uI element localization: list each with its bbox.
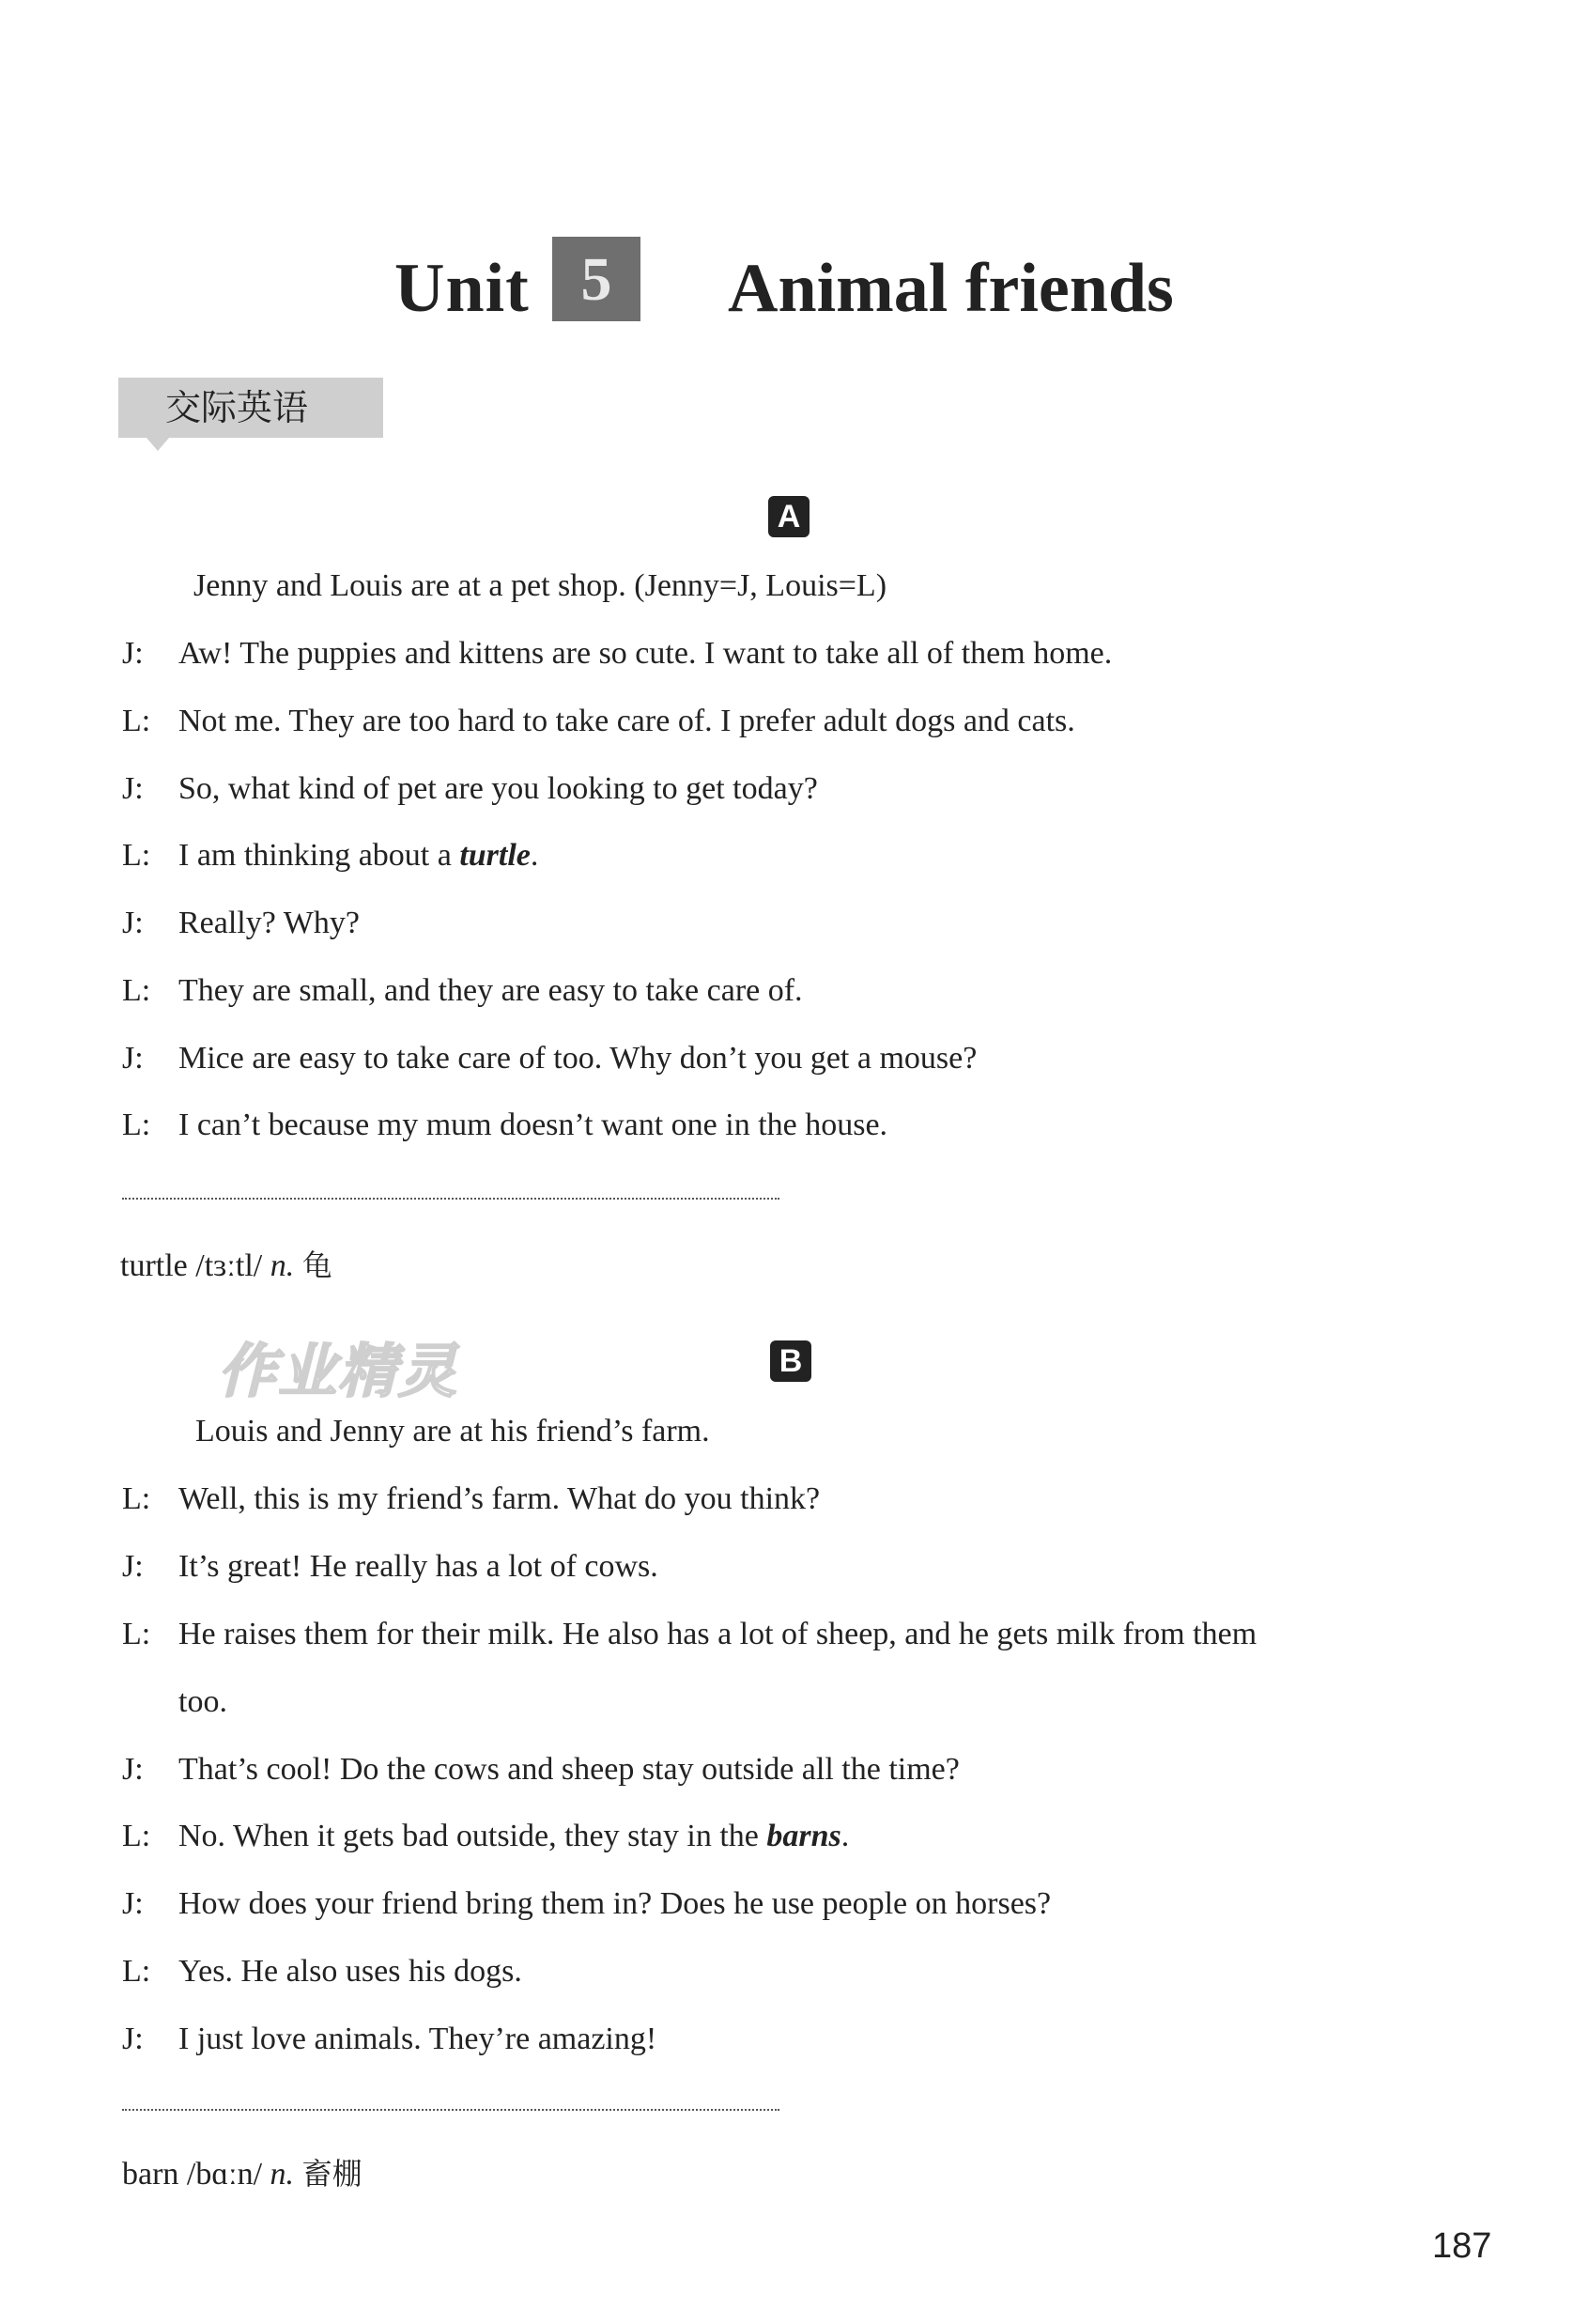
- page-number: 187: [1432, 2226, 1492, 2266]
- line-text: They are small, and they are easy to take care of.: [178, 973, 803, 1008]
- section-badge: 交际英语: [118, 378, 383, 438]
- line-text: Aw! The puppies and kittens are so cute. I want to take all of them home.: [178, 636, 1113, 671]
- unit-name: Animal friends: [728, 250, 1174, 327]
- line-text: He raises them for their milk. He also has a lot of sheep, and he gets milk from them: [178, 1617, 1257, 1651]
- line-text: Not me. They are too hard to take care of. I prefer adult dogs and cats.: [178, 704, 1075, 738]
- speaker: J:: [122, 1886, 144, 1921]
- part-b-label: B: [770, 1340, 811, 1382]
- dialogue-line: [122, 1480, 820, 1518]
- speaker: L:: [122, 838, 151, 873]
- speaker: J:: [122, 771, 144, 806]
- gloss-meaning: 龟: [301, 1247, 332, 1283]
- line-text: .: [530, 838, 539, 873]
- speaker: L:: [122, 1108, 151, 1142]
- dialogue-line: [122, 1107, 887, 1144]
- dialogue-line: [122, 635, 1112, 673]
- speaker: L:: [122, 1481, 151, 1516]
- footnote-divider: [122, 1198, 779, 1200]
- dialogue-line: [122, 905, 360, 942]
- dialogue-line: [122, 1040, 977, 1077]
- gloss-word: barn: [122, 2157, 179, 2192]
- dialogue-line: [122, 972, 803, 1010]
- unit-title: Unit: [394, 250, 530, 327]
- gloss-phonetic: /bɑːn/: [186, 2157, 263, 2192]
- dialogue-line: [122, 1953, 522, 1991]
- gloss-word: turtle: [120, 1248, 188, 1283]
- keyword: turtle: [459, 838, 531, 873]
- footnote-divider: [122, 2109, 779, 2111]
- speaker: L:: [122, 973, 151, 1008]
- speaker: L:: [122, 1954, 151, 1989]
- part-a-label: A: [768, 496, 810, 537]
- part-a-intro: Jenny and Louis are at a pet shop. (Jenny=J, Louis=L): [193, 568, 887, 603]
- line-text: Yes. He also uses his dogs.: [178, 1954, 522, 1989]
- gloss-pos: n.: [270, 2157, 295, 2192]
- line-text: I can’t because my mum doesn’t want one in the house.: [178, 1108, 888, 1142]
- speaker: J:: [122, 1752, 144, 1787]
- speaker: J:: [122, 1041, 144, 1076]
- dialogue-line: [122, 770, 818, 808]
- gloss-pos: n.: [270, 1248, 295, 1283]
- line-text: It’s great! He really has a lot of cows.: [178, 1549, 658, 1584]
- watermark: 作业精灵: [218, 1337, 459, 1405]
- speaker: L:: [122, 704, 151, 738]
- line-text: I just love animals. They’re amazing!: [178, 2022, 657, 2056]
- part-b-intro: Louis and Jenny are at his friend’s farm.: [195, 1414, 710, 1449]
- line-text: How does your friend bring them in? Does he use people on horses?: [178, 1886, 1052, 1921]
- dialogue-line: [122, 1818, 849, 1855]
- line-text: Mice are easy to take care of too. Why don’t you get a mouse?: [178, 1041, 978, 1076]
- speaker: L:: [122, 1819, 151, 1853]
- speaker: L:: [122, 1617, 151, 1651]
- unit-number-badge: 5: [552, 237, 640, 321]
- gloss-meaning: 畜棚: [301, 2156, 362, 2192]
- line-text: .: [840, 1819, 850, 1853]
- line-text: Really? Why?: [178, 906, 360, 940]
- gloss-phonetic: /tɜːtl/: [195, 1248, 263, 1283]
- dialogue-line-continuation: too.: [178, 1684, 227, 1719]
- dialogue-line: [122, 837, 538, 875]
- line-text: No. When it gets bad outside, they stay in the: [178, 1819, 767, 1853]
- speaker: J:: [122, 636, 144, 671]
- vocab-gloss: [122, 2150, 362, 2193]
- speaker: J:: [122, 1549, 144, 1584]
- line-text: So, what kind of pet are you looking to get today?: [178, 771, 818, 806]
- line-text: That’s cool! Do the cows and sheep stay outside all the time?: [178, 1752, 960, 1787]
- speaker: J:: [122, 906, 144, 940]
- dialogue-line: [122, 1751, 960, 1789]
- line-text: Well, this is my friend’s farm. What do you think?: [178, 1481, 821, 1516]
- dialogue-line: [122, 1885, 1051, 1923]
- keyword: barns: [766, 1819, 841, 1853]
- dialogue-line: [122, 1616, 1257, 1653]
- dialogue-line: [122, 2021, 656, 2058]
- vocab-gloss: [120, 1242, 332, 1285]
- dialogue-line: [122, 1548, 658, 1586]
- line-text: I am thinking about a: [178, 838, 460, 873]
- dialogue-line: [122, 703, 1075, 740]
- speaker: J:: [122, 2022, 144, 2056]
